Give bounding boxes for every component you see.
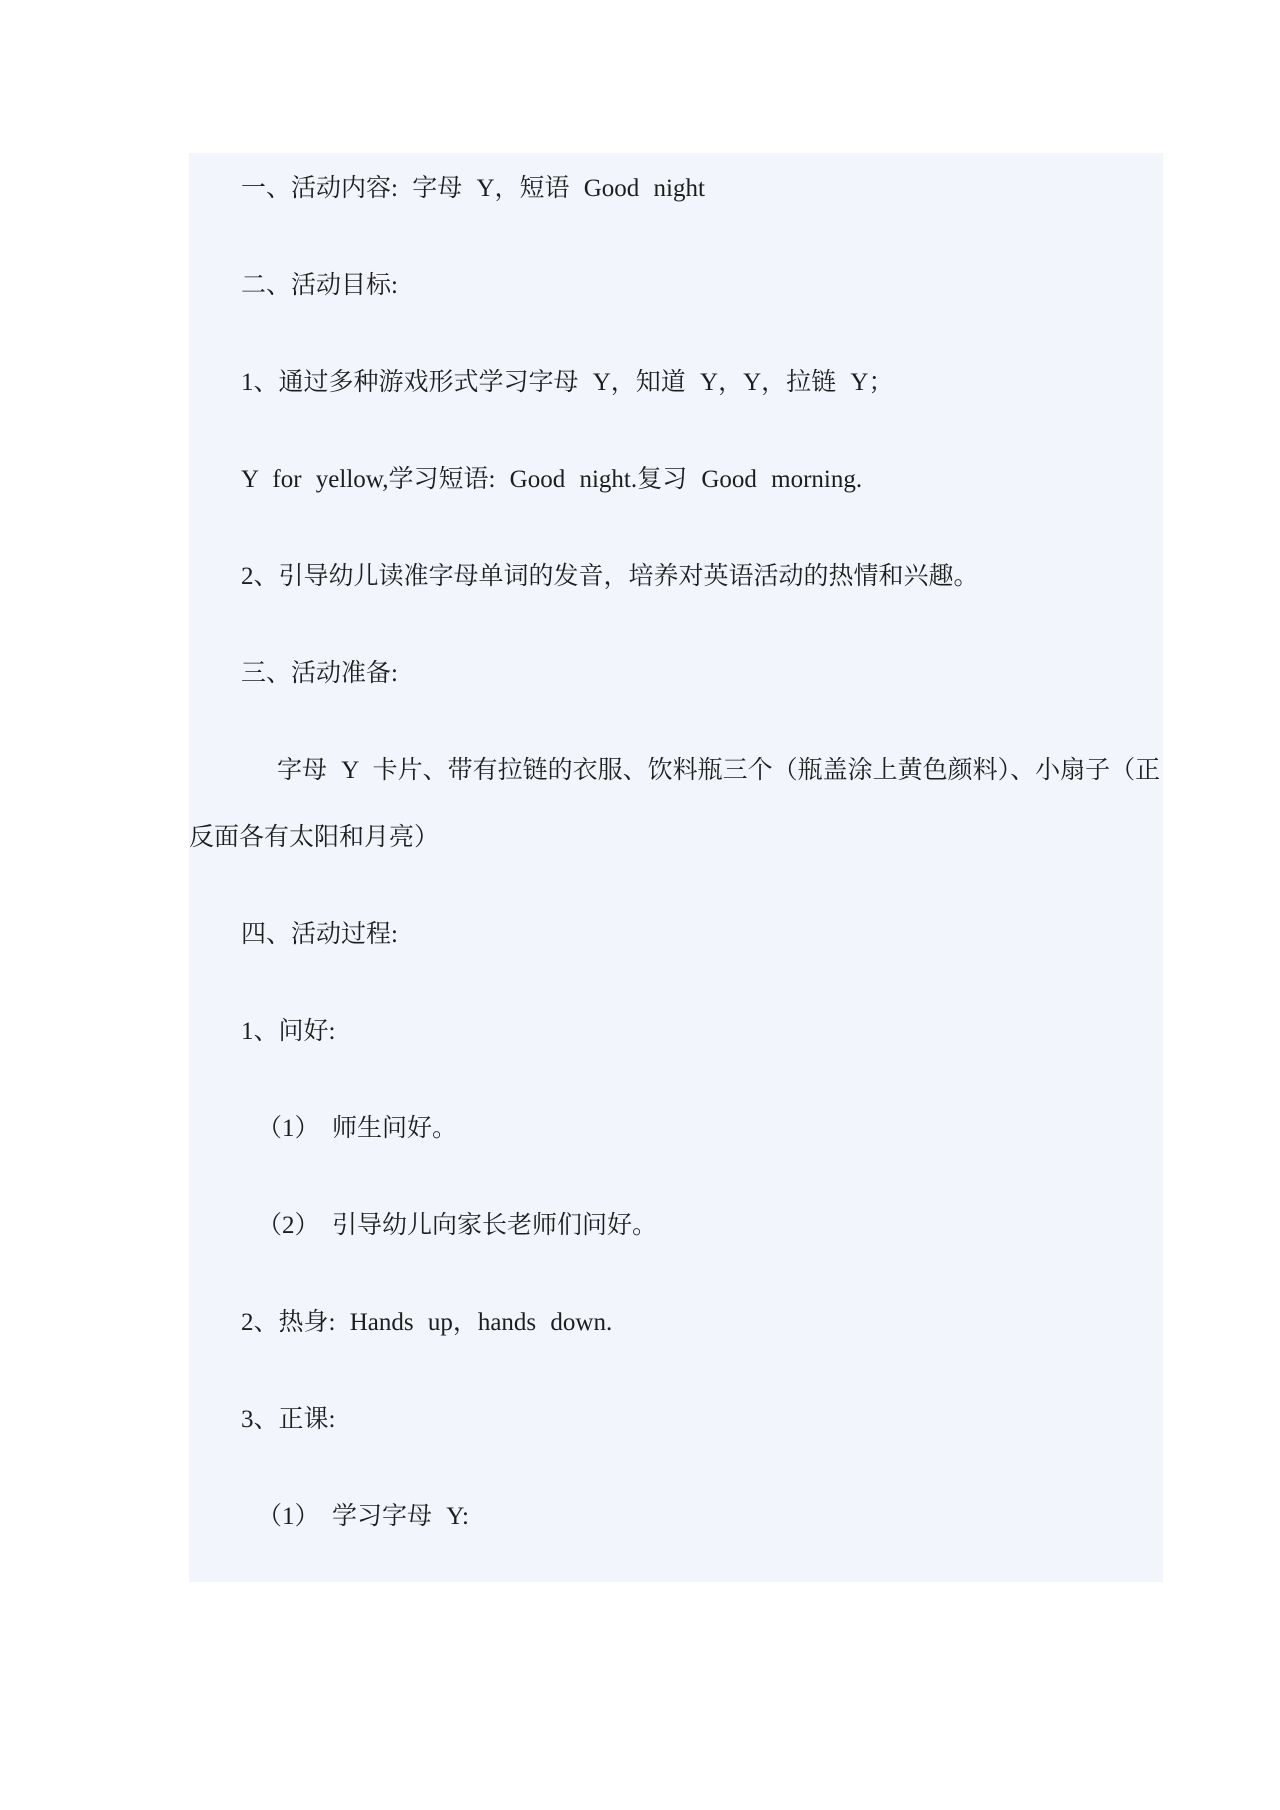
process-step-1-greeting: 1、问好: [241,1018,336,1045]
document-page [189,153,1163,1582]
greeting-item-2: （2） 引导幼儿向家长老师们问好。 [257,1212,658,1239]
heading-activity-content: 一、活动内容: 字母 Y，短语 Good night [241,175,705,202]
heading-activity-goals: 二、活动目标: [241,272,398,299]
process-step-3-lesson: 3、正课: [241,1406,336,1433]
heading-activity-preparation: 三、活动准备: [241,660,398,687]
preparation-materials-line-1: 字母 Y 卡片、带有拉链的衣服、饮料瓶三个（瓶盖涂上黄色颜料）、小扇子（正 [277,757,1161,784]
greeting-item-1: （1） 师生问好。 [257,1115,458,1142]
lesson-item-1: （1） 学习字母 Y: [257,1503,469,1530]
process-step-2-warmup: 2、热身: Hands up，hands down. [241,1309,613,1336]
goal-1: 1、通过多种游戏形式学习字母 Y，知道 Y，Y，拉链 Y； [241,369,894,396]
heading-activity-process: 四、活动过程: [241,921,398,948]
preparation-materials-line-2: 反面各有太阳和月亮） [189,824,440,851]
goal-2: 2、引导幼儿读准字母单词的发音，培养对英语活动的热情和兴趣。 [241,563,979,590]
goal-1-continuation: Y for yellow,学习短语: Good night.复习 Good morning. [241,466,863,493]
preparation-materials [189,737,1163,871]
